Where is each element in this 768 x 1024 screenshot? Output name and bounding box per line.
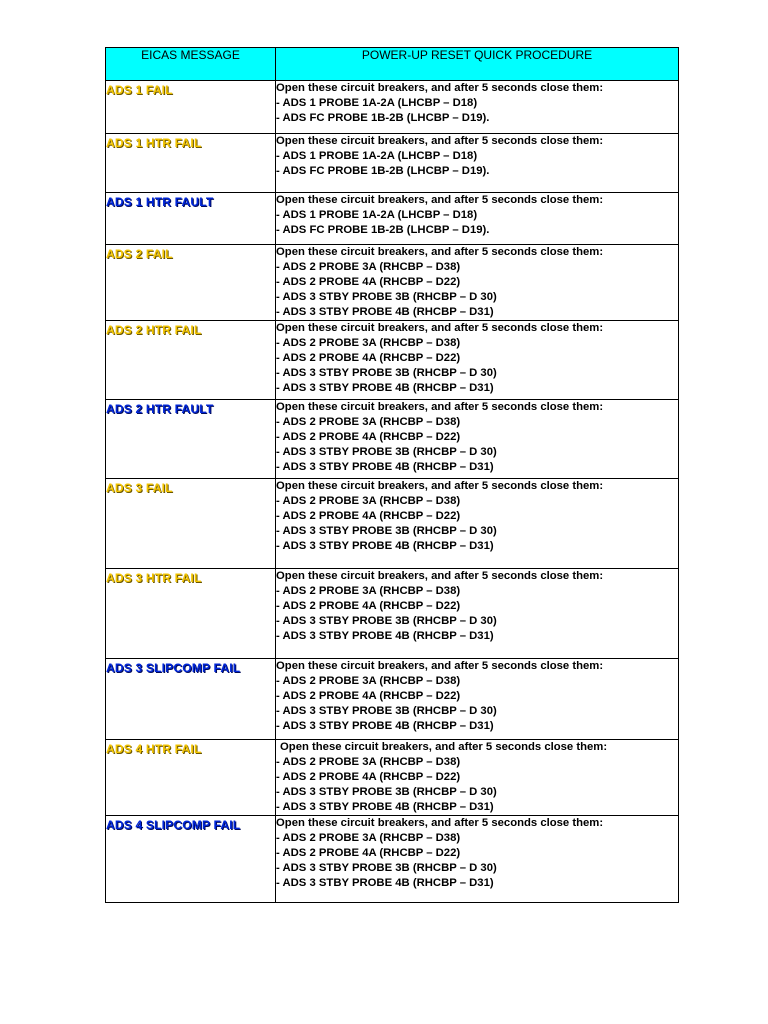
circuit-breaker-line: - ADS 3 STBY PROBE 3B (RHCBP – D 30) (276, 291, 497, 303)
circuit-breaker-line: - ADS 3 STBY PROBE 3B (RHCBP – D 30) (276, 525, 497, 537)
circuit-breaker-line: - ADS 3 STBY PROBE 3B (RHCBP – D 30) (276, 615, 497, 627)
circuit-breaker-line: - ADS 2 PROBE 3A (RHCBP – D38) (276, 675, 461, 687)
procedure-cell (276, 81, 679, 134)
eicas-message-text: ADS 2 FAIL (106, 247, 173, 261)
eicas-message-cell (106, 479, 276, 569)
circuit-breaker-line: - ADS 3 STBY PROBE 4B (RHCBP – D31) (276, 630, 494, 642)
eicas-message-text: ADS 3 SLIPCOMP FAIL (106, 661, 241, 675)
procedure-cell (276, 245, 679, 321)
table-row (106, 134, 679, 193)
eicas-message-cell (106, 816, 276, 903)
eicas-message-cell (106, 400, 276, 479)
eicas-message-text: ADS 1 FAIL (106, 83, 173, 97)
circuit-breaker-line: - ADS 2 PROBE 3A (RHCBP – D38) (276, 416, 461, 428)
eicas-message-text: ADS 2 HTR FAULT (106, 402, 214, 416)
procedure-cell (276, 400, 679, 479)
procedure-table (105, 47, 679, 903)
eicas-message-cell (106, 134, 276, 193)
procedure-instruction: Open these circuit breakers, and after 5 seconds close them: (276, 660, 604, 672)
table-row (106, 569, 679, 659)
eicas-message-cell (106, 81, 276, 134)
procedure-instruction: Open these circuit breakers, and after 5 seconds close them: (276, 480, 604, 492)
procedure-cell (276, 569, 679, 659)
circuit-breaker-line: - ADS 3 STBY PROBE 3B (RHCBP – D 30) (276, 705, 497, 717)
table-row (106, 321, 679, 400)
circuit-breaker-line: - ADS 2 PROBE 4A (RHCBP – D22) (276, 431, 461, 443)
table-row (106, 245, 679, 321)
eicas-message-cell (106, 245, 276, 321)
circuit-breaker-line: - ADS 3 STBY PROBE 4B (RHCBP – D31) (276, 461, 494, 473)
circuit-breaker-line: - ADS 2 PROBE 3A (RHCBP – D38) (276, 261, 461, 273)
circuit-breaker-line: - ADS 3 STBY PROBE 4B (RHCBP – D31) (276, 801, 494, 813)
table-row (106, 740, 679, 816)
eicas-message-text: ADS 1 HTR FAIL (106, 136, 202, 150)
eicas-message-cell (106, 659, 276, 740)
procedure-cell (276, 134, 679, 193)
eicas-message-cell (106, 740, 276, 816)
circuit-breaker-line: - ADS 2 PROBE 4A (RHCBP – D22) (276, 352, 461, 364)
procedure-instruction: Open these circuit breakers, and after 5 seconds close them: (276, 322, 604, 334)
eicas-message-cell (106, 193, 276, 245)
table-row (106, 400, 679, 479)
circuit-breaker-line: - ADS FC PROBE 1B-2B (LHCBP – D19). (276, 224, 490, 236)
circuit-breaker-line: - ADS 3 STBY PROBE 4B (RHCBP – D31) (276, 877, 494, 889)
circuit-breaker-line: - ADS 2 PROBE 4A (RHCBP – D22) (276, 276, 461, 288)
table-row (106, 193, 679, 245)
circuit-breaker-line: - ADS 1 PROBE 1A-2A (LHCBP – D18) (276, 97, 478, 109)
circuit-breaker-line: - ADS 3 STBY PROBE 3B (RHCBP – D 30) (276, 446, 497, 458)
circuit-breaker-line: - ADS 2 PROBE 3A (RHCBP – D38) (276, 756, 461, 768)
table-row (106, 659, 679, 740)
eicas-message-text: ADS 3 HTR FAIL (106, 571, 202, 585)
procedure-instruction: Open these circuit breakers, and after 5 seconds close them: (276, 82, 604, 94)
procedure-cell (276, 740, 679, 816)
circuit-breaker-line: - ADS 3 STBY PROBE 4B (RHCBP – D31) (276, 306, 494, 318)
circuit-breaker-line: - ADS 2 PROBE 4A (RHCBP – D22) (276, 771, 461, 783)
circuit-breaker-line: - ADS 1 PROBE 1A-2A (LHCBP – D18) (276, 150, 478, 162)
procedure-cell (276, 479, 679, 569)
eicas-message-text: ADS 3 FAIL (106, 481, 173, 495)
circuit-breaker-line: - ADS 2 PROBE 4A (RHCBP – D22) (276, 510, 461, 522)
circuit-breaker-line: - ADS 3 STBY PROBE 4B (RHCBP – D31) (276, 382, 494, 394)
circuit-breaker-line: - ADS 3 STBY PROBE 3B (RHCBP – D 30) (276, 367, 497, 379)
procedure-instruction: Open these circuit breakers, and after 5 seconds close them: (276, 817, 604, 829)
circuit-breaker-line: - ADS 3 STBY PROBE 3B (RHCBP – D 30) (276, 862, 497, 874)
circuit-breaker-line: - ADS 2 PROBE 3A (RHCBP – D38) (276, 337, 461, 349)
circuit-breaker-line: - ADS 2 PROBE 4A (RHCBP – D22) (276, 690, 461, 702)
circuit-breaker-line: - ADS 1 PROBE 1A-2A (LHCBP – D18) (276, 209, 478, 221)
procedure-instruction: Open these circuit breakers, and after 5 seconds close them: (280, 741, 608, 753)
procedure-cell (276, 321, 679, 400)
eicas-message-text: ADS 4 HTR FAIL (106, 742, 202, 756)
header-row (106, 48, 679, 81)
procedure-cell (276, 193, 679, 245)
circuit-breaker-line: - ADS 2 PROBE 3A (RHCBP – D38) (276, 832, 461, 844)
procedure-header: POWER-UP RESET QUICK PROCEDURE (276, 48, 679, 81)
circuit-breaker-line: - ADS 2 PROBE 3A (RHCBP – D38) (276, 495, 461, 507)
procedure-instruction: Open these circuit breakers, and after 5 seconds close them: (276, 194, 604, 206)
eicas-message-cell (106, 321, 276, 400)
eicas-message-text: ADS 4 SLIPCOMP FAIL (106, 818, 241, 832)
table-row (106, 479, 679, 569)
procedure-instruction: Open these circuit breakers, and after 5 seconds close them: (276, 135, 604, 147)
circuit-breaker-line: - ADS FC PROBE 1B-2B (LHCBP – D19). (276, 165, 490, 177)
eicas-message-text: ADS 2 HTR FAIL (106, 323, 202, 337)
circuit-breaker-line: - ADS 3 STBY PROBE 4B (RHCBP – D31) (276, 540, 494, 552)
procedure-instruction: Open these circuit breakers, and after 5 seconds close them: (276, 246, 604, 258)
table-row (106, 816, 679, 903)
procedure-instruction: Open these circuit breakers, and after 5 seconds close them: (276, 401, 604, 413)
eicas-message-text: ADS 1 HTR FAULT (106, 195, 214, 209)
circuit-breaker-line: - ADS FC PROBE 1B-2B (LHCBP – D19). (276, 112, 490, 124)
circuit-breaker-line: - ADS 3 STBY PROBE 3B (RHCBP – D 30) (276, 786, 497, 798)
procedure-instruction: Open these circuit breakers, and after 5 seconds close them: (276, 570, 604, 582)
table-row (106, 81, 679, 134)
circuit-breaker-line: - ADS 3 STBY PROBE 4B (RHCBP – D31) (276, 720, 494, 732)
circuit-breaker-line: - ADS 2 PROBE 4A (RHCBP – D22) (276, 600, 461, 612)
eicas-message-cell (106, 569, 276, 659)
eicas-message-header: EICAS MESSAGE (106, 48, 276, 81)
procedure-cell (276, 816, 679, 903)
circuit-breaker-line: - ADS 2 PROBE 4A (RHCBP – D22) (276, 847, 461, 859)
procedure-cell (276, 659, 679, 740)
circuit-breaker-line: - ADS 2 PROBE 3A (RHCBP – D38) (276, 585, 461, 597)
